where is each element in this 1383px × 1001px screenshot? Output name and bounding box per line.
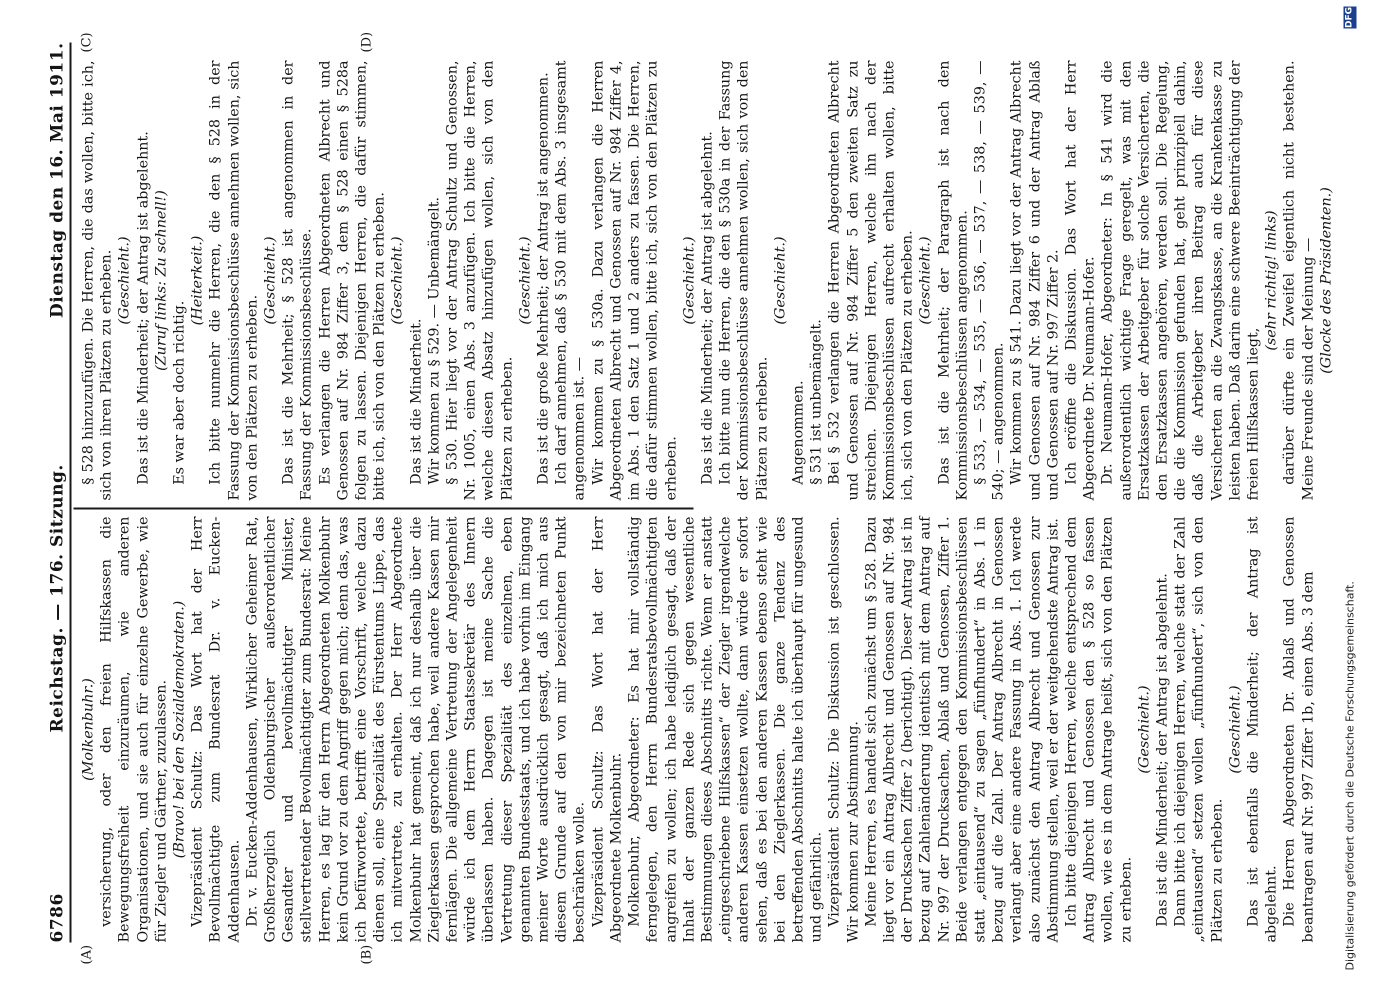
paragraph: Wir kommen zu § 529. — Unbemängelt. bbox=[426, 196, 443, 485]
paragraph: Es verlangen die Herren Abgeordneten Albrecht und Genossen auf Nr. 984 Ziffer 3, dem § 528 einen § 528a folgen zu lassen. Diejenigen Herren, die dafür stimmen, bitte ich, sich von den Plätzen zu erheben. bbox=[317, 60, 388, 501]
page-date: Dienstag den 16. Mai 1911. bbox=[47, 42, 68, 319]
paragraph: Vizepräsident Schultz: Das Wort hat der Herr Abgeordnete Molkenbuhr. bbox=[590, 516, 625, 943]
page-title: Reichstag. — 176. Sitzung. bbox=[47, 464, 68, 733]
margin-marker-c: (C) bbox=[79, 32, 95, 53]
paragraph: darüber dürfte ein Zweifel eigentlich nicht bestehen. Meine Freunde sind der Meinung — bbox=[1281, 60, 1317, 501]
paragraph: versicherung, oder den freien Hilfskassen die Bewegungsfreiheit einzuräumen, wie anderen Organisationen, und sie auch für einzelne Gewerbe, wie für Ziegler und Gärtner, zuzulassen. bbox=[98, 516, 170, 943]
paragraph: (Geschieht.) bbox=[389, 236, 406, 325]
margin-marker-a: (A) bbox=[79, 944, 95, 965]
paragraph: Meine Herren, es handelt sich zunächst um § 528. Dazu liegt vor ein Antrag Albrecht und Genossen auf Nr. 984 der Drucksachen Ziffer 2 (berichtigt). Dieser Antrag ist in bezug auf Zahlenänderung identisch mit dem Antrag auf Nr. 997 der Drucksachen, Ablaß und Genossen, Ziffer 1. Beide verlangen entgegen den Kommissionsbeschlüssen statt „eintausend“ zu sagen „fünfhundert“ in Abs. 1 in bezug auf die Zahl. Der Antrag Albrecht in Genossen verlangt aber eine andere Fassung in Abs. 1. Ich werde also zunächst den Antrag Albrecht und Genossen zur Abstimmung stellen, weil er der weitgehendste Antrag ist. bbox=[863, 516, 1062, 943]
paragraph: Bei § 532 verlangen die Herren Abgeordneten Albrecht und Genossen auf Nr. 984 Ziffer 5 den zweiten Satz zu streichen. Diejenigen Herren, welche ihn nach der Kommissionsbeschlüssen aufrecht erhalten wollen, bitte ich, sich von den Plätzen zu erheben. bbox=[826, 60, 916, 501]
paragraph: Ich eröffne die Diskussion. Das Wort hat der Herr Abgeordnete Dr. Neumann-Hofer. bbox=[1063, 60, 1098, 501]
paragraph: Dr. v. Eucken-Addenhausen, Wirklicher Geheimer Rat, Großherzoglich Oldenburgischer außerordentlicher Gesandter und bevollmächtigter Minister, stellvertretender Bevollmächtigter zum Bundesrat: Meine Herren, es lag für den Herrn Abgeordneten Molkenbuhr kein Grund vor zu dem Angriff gegen mich; denn das, was ich befürwortete, betrifft eine Vorschrift, welche dazu dienen soll, eine Spezialität des Fürstentums Lippe, das ich mitvertrete, zu erhalten. Der Herr Abgeordnete Molkenbuhr hat gemeint, daß ich nur deshalb über die Zieglerkassen gesprochen habe, weil andere Kassen mir fernlägen. Die allgemeine Vertretung der Angelegenheit würde ich dem Herrn Staatssekretär des Innern überlassen haben. Dagegen ist meine Sache die Vertretung dieser Spezialität des einzelnen, eben genannten Bundesstaats, und ich habe vorhin im Eingang meiner Worte ausdrücklich gesagt, daß ich mich aus diesem Grunde auf den von mir bezeichneten Punkt beschränken wolle. bbox=[244, 516, 588, 943]
paragraph: Die Herren Abgeordneten Dr. Ablaß und Genossen beantragen auf Nr. 997 Ziffer 1b, einen Abs. 3 dem bbox=[1281, 516, 1317, 943]
paragraph: Es war aber doch richtig. bbox=[171, 300, 188, 485]
paragraph: (Geschieht.) bbox=[1136, 685, 1153, 774]
paragraph: Angenommen. bbox=[790, 380, 807, 485]
paragraph: Dr. Neumann-Hofer, Abgeordneter: In § 541 wird die außerordentlich wichtige Frage geregelt, was mit den Ersatzkassen der Arbeitgeber für solche Versicherten, die den Ersatzkassen angehören, werden soll. Die Regelung, die die Kommission gefunden hat, geht prinzipiell dahin, daß die Arbeitgeber ihren Beitrag auch für diese Versicherten an die Zwangskasse, an die Krankenkasse zu leisten haben. Daß darin eine schwere Beeinträchtigung der freien Hilfskassen liegt, bbox=[1099, 60, 1262, 501]
paragraph: § 531 ist unbemängelt. bbox=[808, 319, 825, 485]
paragraph: § 533, — 534, — 535, — 536, — 537, — 538, — 539, — 540; — angenommen. bbox=[972, 60, 1007, 501]
page-header bbox=[48, 43, 72, 943]
left-column bbox=[80, 517, 1318, 943]
digitization-credit: Digitalisierung gefördert durch die Deutsche Forschungsgemeinschaft. bbox=[1343, 581, 1357, 971]
paragraph: Das ist die Mehrheit; der Paragraph ist nach den Kommissionsbeschlüssen angenommen. bbox=[936, 60, 971, 501]
paragraph: (Heiterkeit.) bbox=[189, 235, 206, 326]
paragraph: Das ist die Mehrheit; § 528 ist angenommen in der Fassung der Kommissionsbeschlüsse. bbox=[280, 60, 315, 501]
paragraph: (Glocke des Präsidenten.) bbox=[1318, 187, 1335, 374]
paragraph: (Geschieht.) bbox=[517, 236, 534, 325]
column-divider bbox=[74, 508, 694, 510]
paragraph: Wir kommen zu § 530a. Dazu verlangen die Herren Abgeordneten Albrecht und Genossen auf Nr. 984 Ziffer 4, im Abs. 1 den Satz 1 und 2 anders zu fassen. Die Herren, die dafür stimmen wollen, bitte ich, sich von den Plätzen zu erheben. bbox=[590, 60, 679, 501]
document-page bbox=[0, 1, 1383, 1001]
paragraph: (sehr richtig! links) bbox=[1263, 210, 1280, 351]
paragraph: Molkenbuhr, Abgeordneter: Es hat mir vollständig ferngelegen, den Herrn Bundesratsbevollmächtigten angreifen zu wollen; ich habe lediglich gesagt, daß der Inhalt der ganzen Rede sich gegen wesentliche Bestimmungen dieses Abschnitts richte. Wenn er anstatt „eingeschriebene Hilfskassen“ der Ziegler irgendwelche anderen Kassen einsetzen wollte, dann würde er sofort sehen, daß es bei den anderen Kassen ebenso steht wie bei den Zieglerkassen. Die ganze Tendenz des betreffenden Abschnitts halte ich überhaupt für ungesund und gefährlich. bbox=[626, 516, 825, 943]
paragraph: Ich bitte nunmehr die Herren, die den § 528 in der Fassung der Kommissionsbeschlüsse annehmen wollen, sich von den Plätzen zu erheben. bbox=[207, 60, 261, 501]
paragraph: (Geschieht.) bbox=[1227, 685, 1244, 774]
paragraph: (Geschieht.) bbox=[116, 236, 133, 325]
dfg-logo: DFG bbox=[1344, 7, 1355, 29]
paragraph: Das ist die Minderheit. bbox=[408, 318, 425, 485]
paragraph: Das ist die Minderheit; der Antrag ist abgelehnt. bbox=[1154, 573, 1171, 927]
paragraph: (Molkenbuhr.) bbox=[80, 678, 97, 781]
paragraph: Vizepräsident Schultz: Das Wort hat der Herr Bevollmächtigte zum Bundesrat Dr. v. Eucken-Addenhausen. bbox=[189, 516, 243, 943]
paragraph: Das ist ebenfalls die Minderheit; der Antrag ist abgelehnt. bbox=[1245, 516, 1280, 943]
paragraph: Das ist die Minderheit; der Antrag ist abgelehnt. bbox=[699, 131, 716, 485]
margin-marker-d: (D) bbox=[359, 31, 375, 53]
paragraph: (Geschieht.) bbox=[262, 236, 279, 325]
margin-marker-b: (B) bbox=[359, 944, 375, 965]
paragraph: § 530. Hier liegt vor der Antrag Schultz und Genossen, Nr. 1005, einen Abs. 3 anzufügen. Ich bitte die Herren, welche diesen Absatz hinzufügen wollen, sich von den Plätzen zu erheben. bbox=[444, 60, 516, 501]
paragraph: Ich bitte nun die Herren, die den § 530a in der Fassung der Kommissionsbeschlüsse annehmen wollen, sich von den Plätzen zu erheben. bbox=[717, 60, 771, 501]
page-number: 6786 bbox=[47, 893, 68, 943]
paragraph: (Geschieht.) bbox=[917, 236, 934, 325]
paragraph: (Geschieht.) bbox=[772, 236, 789, 325]
paragraph: Dann bitte ich diejenigen Herren, welche statt der Zahl „eintausend“ setzen wollen „fünfhundert“, sich von den Plätzen zu erheben. bbox=[1172, 516, 1226, 943]
paragraph: (Bravo! bei den Sozialdemokraten.) bbox=[171, 600, 188, 859]
paragraph: § 528 hinzuzufügen. Die Herren, die das wollen, bitte ich, sich von ihren Plätzen zu erheben. bbox=[80, 60, 115, 501]
paragraph: (Geschieht.) bbox=[681, 236, 698, 325]
paragraph: Ich darf annehmen, daß § 530 mit dem Abs. 3 insgesamt angenommen ist. — bbox=[553, 60, 588, 501]
paragraph: (Zuruf links: Zu schnell!) bbox=[153, 190, 170, 371]
paragraph: Ich bitte diejenigen Herren, welche entsprechend dem Antrag Albrecht und Genossen den § 528 so fassen wollen, wie es in dem Antrage heißt, sich von den Plätzen zu erheben. bbox=[1063, 516, 1135, 943]
paragraph: Vizepräsident Schultz: Die Diskussion ist geschlossen. Wir kommen zur Abstimmung. bbox=[826, 516, 862, 943]
paragraph: Wir kommen zu § 541. Dazu liegt vor der Antrag Albrecht und Genossen auf Nr. 984 Ziffer 6 und der Antrag Ablaß und Genossen auf Nr. 997 Ziffer 2. bbox=[1008, 60, 1062, 501]
paragraph: Das ist die Minderheit; der Antrag ist abgelehnt. bbox=[135, 131, 152, 485]
right-column bbox=[80, 61, 1336, 501]
paragraph: Das ist die große Mehrheit; der Antrag ist angenommen. bbox=[535, 72, 552, 485]
